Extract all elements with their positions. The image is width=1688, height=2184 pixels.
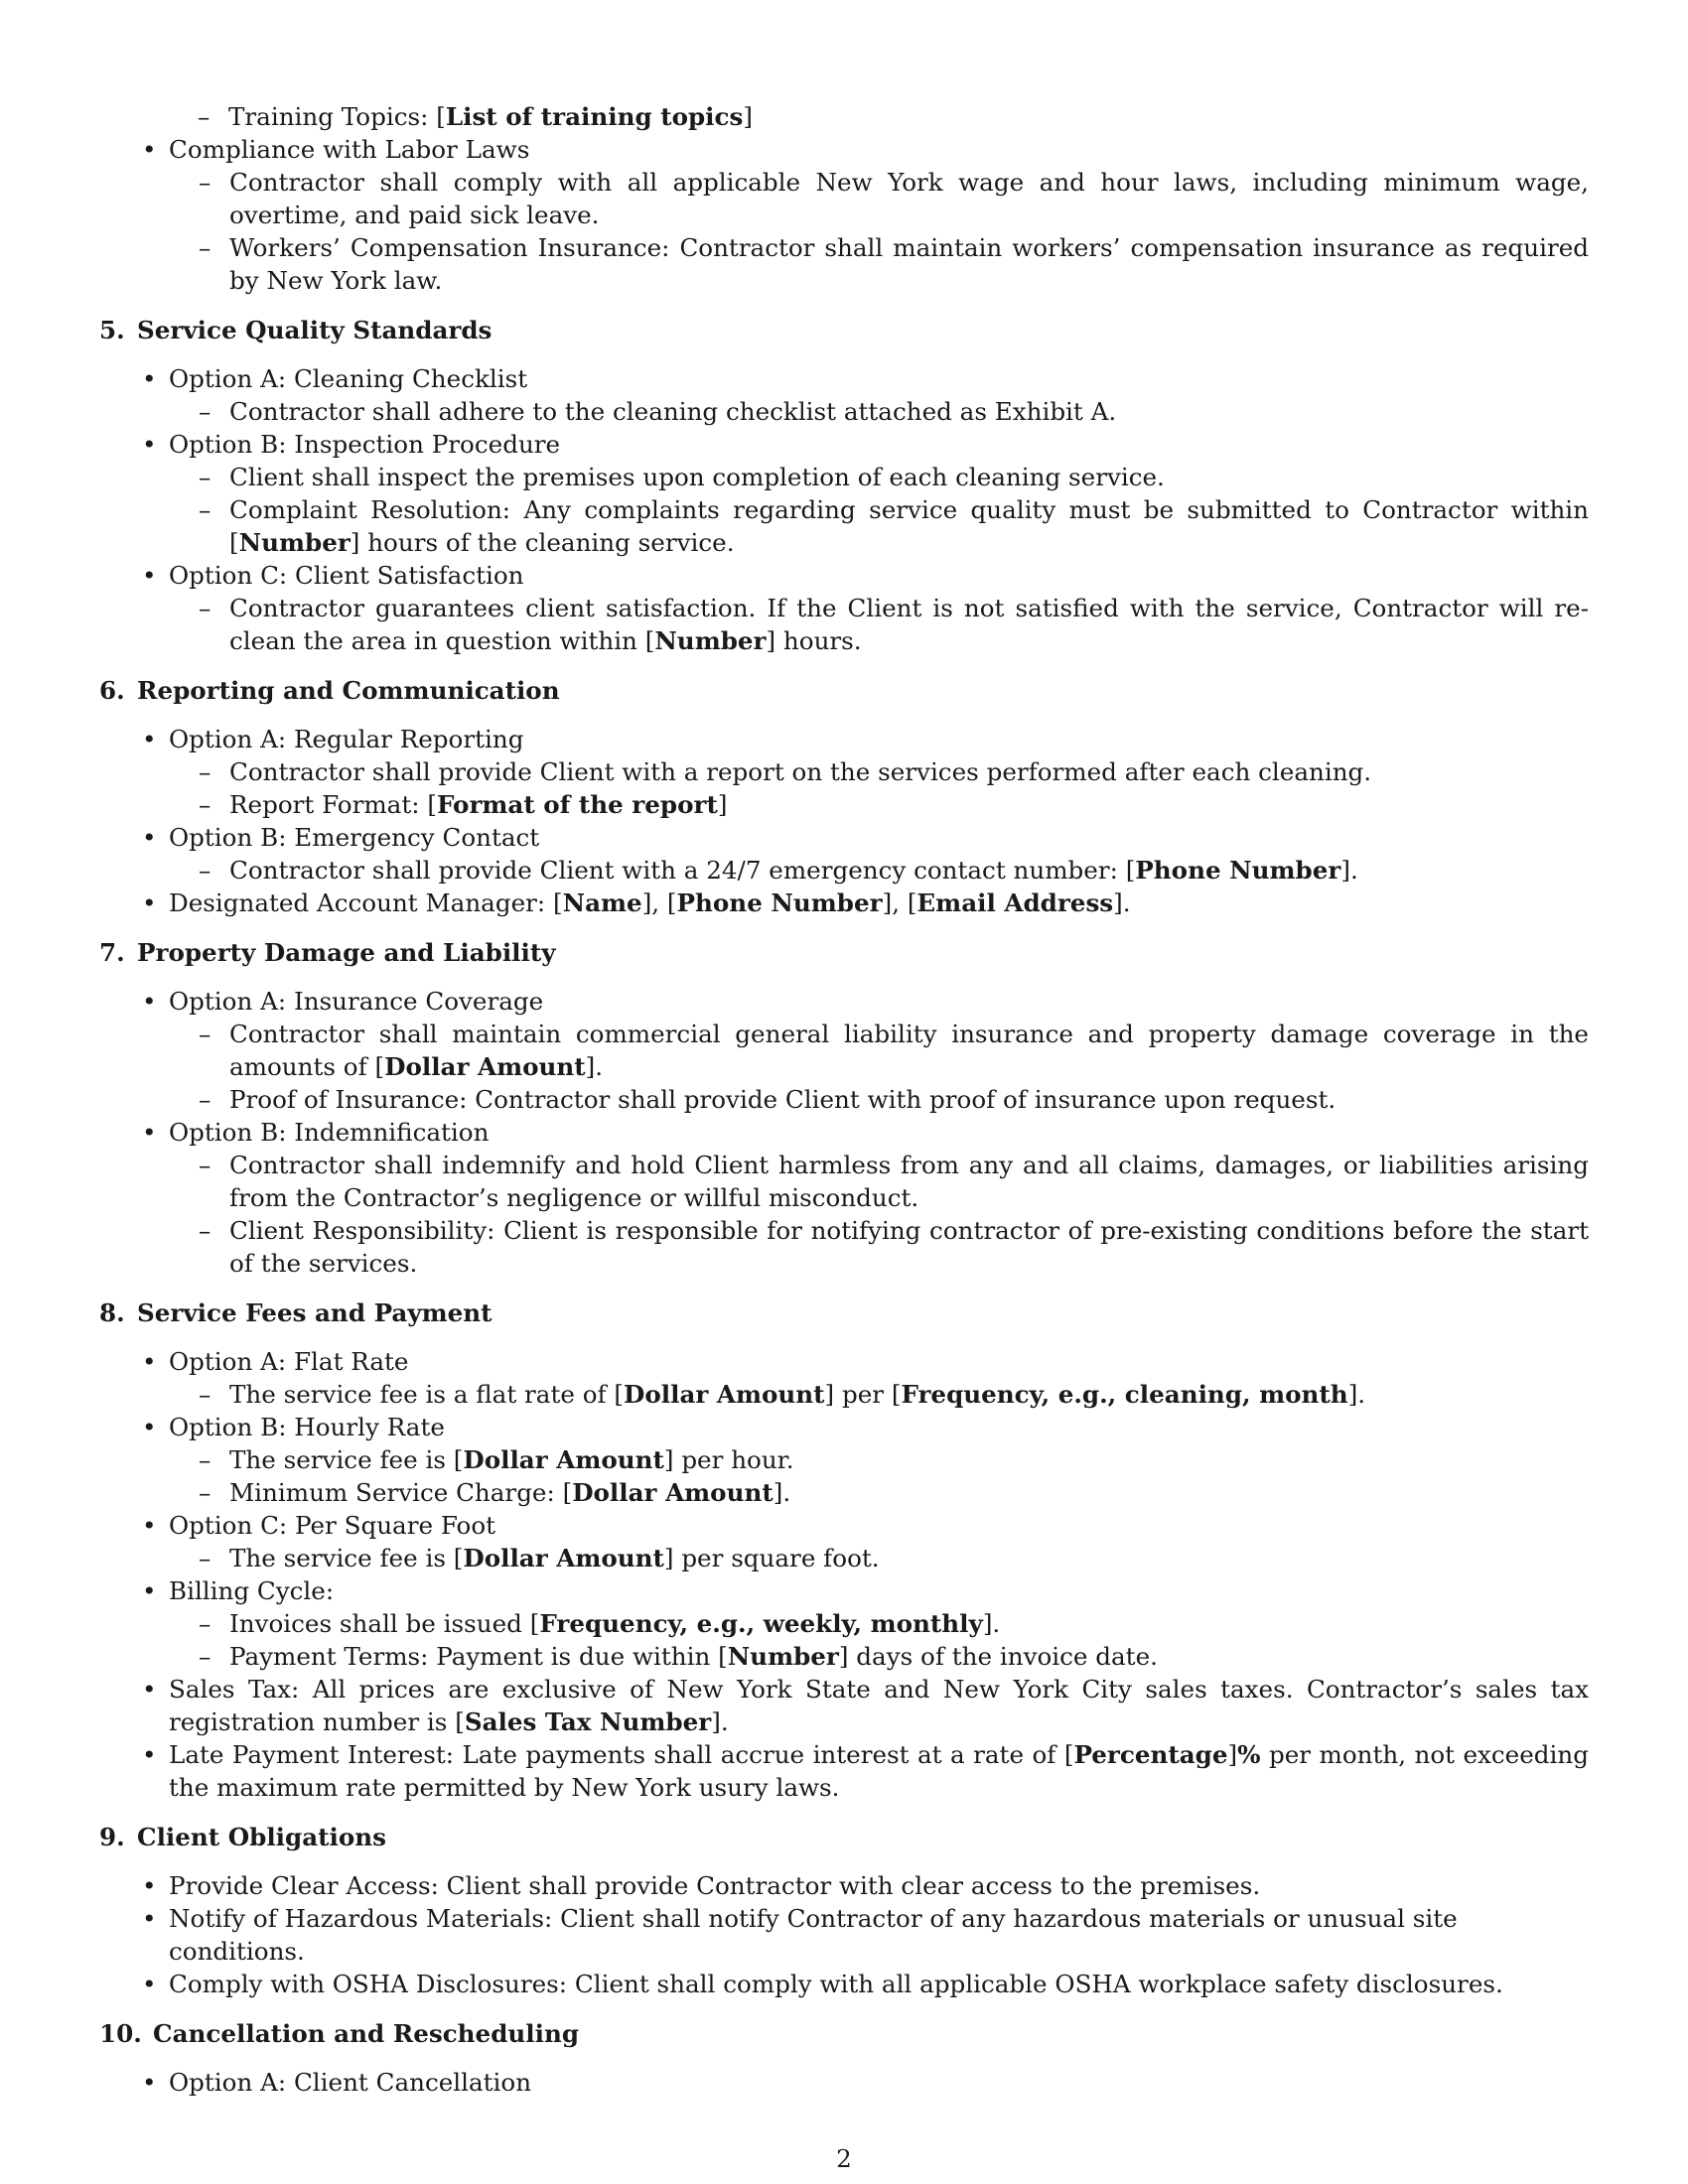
list-item: • Designated Account Manager: [Name], [Phone Number], [Email Address]. [99, 887, 1589, 919]
sub-list-item: – Workers’ Compensation Insurance: Contractor shall maintain workers’ compensation insurance as required by New York law. [169, 231, 1589, 297]
sub-list-item: – The service fee is [Dollar Amount] per hour. [169, 1443, 1589, 1476]
list-item: • Option B: Inspection Procedure – Client shall inspect the premises upon completion of each cleaning service. – Complaint Resolution: Any complaints regarding service quality must be submitted to Contractor within [Number] hours of the cleaning service. [99, 428, 1589, 559]
section-heading: 9. Client Obligations [99, 1823, 386, 1851]
sub-list-item: – Contractor shall comply with all applicable New York wage and hour laws, including minimum wage, overtime, and paid sick leave. [169, 166, 1589, 231]
list-item: • Late Payment Interest: Late payments shall accrue interest at a rate of [Percentage]% per month, not exceeding the maximum rate permitted by New York usury laws. [99, 1738, 1589, 1804]
sub-list-item: – Client shall inspect the premises upon completion of each cleaning service. [169, 461, 1589, 493]
list-item: • Option B: Hourly Rate – The service fee is [Dollar Amount] per hour. – Minimum Service Charge: [Dollar Amount]. [99, 1411, 1589, 1509]
sub-list-item: – The service fee is [Dollar Amount] per square foot. [169, 1542, 1589, 1574]
list-item: • Notify of Hazardous Materials: Client shall notify Contractor of any hazardous materials or unusual site conditions. [99, 1902, 1589, 1968]
section-service-quality [99, 314, 1589, 657]
list-item: • Compliance with Labor Laws – Contractor shall comply with all applicable New York wage and hour laws, including minimum wage, overtime, and paid sick leave. – Workers’ Compensation Insurance: Contractor shall maintain workers’ compensation insurance as required by New York law. [99, 133, 1589, 297]
list-item: • Option B: Emergency Contact – Contractor shall provide Client with a 24/7 emergency contact number: [Phone Number]. [99, 821, 1589, 887]
sub-list-item: – Report Format: [Format of the report] [169, 788, 1589, 821]
labor-list [99, 133, 1589, 297]
section-heading: 7. Property Damage and Liability [99, 938, 556, 967]
list-item: • Option A: Client Cancellation [99, 2066, 1589, 2099]
list-item: • Option A: Flat Rate – The service fee is a flat rate of [Dollar Amount] per [Frequency, e.g., cleaning, month]. [99, 1345, 1589, 1411]
list-item: • Billing Cycle: – Invoices shall be issued [Frequency, e.g., weekly, monthly]. – Payment Terms: Payment is due within [Number] days of the invoice date. [99, 1574, 1589, 1673]
sub-list-item: – Contractor shall provide Client with a report on the services performed after each cleaning. [169, 755, 1589, 788]
sub-list-item: – Client Responsibility: Client is responsible for notifying contractor of pre-existing conditions before the start of the services. [169, 1214, 1589, 1280]
section-property-damage [99, 936, 1589, 1280]
training-topics-item: – Training Topics: [List of training topics] [99, 100, 1589, 133]
training-list [99, 100, 1589, 133]
sub-list-item: – The service fee is a flat rate of [Dollar Amount] per [Frequency, e.g., cleaning, month]. [169, 1378, 1589, 1411]
sub-list-item: – Complaint Resolution: Any complaints regarding service quality must be submitted to Contractor within [Number] hours of the cleaning service. [169, 493, 1589, 559]
section-heading: 10. Cancellation and Rescheduling [99, 2019, 580, 2048]
list-item: • Comply with OSHA Disclosures: Client shall comply with all applicable OSHA workplace safety disclosures. [99, 1968, 1589, 2000]
sub-list-item: – Contractor shall maintain commercial general liability insurance and property damage coverage in the amounts of [Dollar Amount]. [169, 1018, 1589, 1083]
sub-list-item: – Contractor guarantees client satisfaction. If the Client is not satisfied with the service, Contractor will re-clean the area in question within [Number] hours. [169, 592, 1589, 657]
list-item: • Option B: Indemnification – Contractor shall indemnify and hold Client harmless from any and all claims, damages, or liabilities arising from the Contractor’s negligence or willful misconduct. – Client Responsibility: Client is responsible for notifying contractor of pre-existing conditions before the start of the services. [99, 1116, 1589, 1280]
section-heading: 5. Service Quality Standards [99, 316, 492, 344]
section-cancellation [99, 2017, 1589, 2099]
section-heading: 8. Service Fees and Payment [99, 1298, 492, 1327]
sub-list-item: – Invoices shall be issued [Frequency, e.g., weekly, monthly]. [169, 1607, 1589, 1640]
list-item: • Option A: Regular Reporting – Contractor shall provide Client with a report on the services performed after each cleaning. – Report Format: [Format of the report] [99, 723, 1589, 821]
section-heading: 6. Reporting and Communication [99, 676, 560, 705]
page-number: 2 [836, 2144, 852, 2173]
list-item: • Option C: Client Satisfaction – Contractor guarantees client satisfaction. If the Client is not satisfied with the service, Contractor will re-clean the area in question within [Number] hours. [99, 559, 1589, 657]
section-reporting [99, 674, 1589, 919]
sub-list-item: – Payment Terms: Payment is due within [Number] days of the invoice date. [169, 1640, 1589, 1673]
sub-list-item: – Contractor shall indemnify and hold Client harmless from any and all claims, damages, or liabilities arising from the Contractor’s negligence or willful misconduct. [169, 1149, 1589, 1214]
list-item: • Option A: Insurance Coverage – Contractor shall maintain commercial general liability insurance and property damage coverage in the amounts of [Dollar Amount]. – Proof of Insurance: Contractor shall provide Client with proof of insurance upon request. [99, 985, 1589, 1116]
list-item: • Option A: Cleaning Checklist – Contractor shall adhere to the cleaning checklist attached as Exhibit A. [99, 362, 1589, 428]
sub-list-item: – Contractor shall adhere to the cleaning checklist attached as Exhibit A. [169, 395, 1589, 428]
section-service-fees [99, 1297, 1589, 1804]
list-item: • Provide Clear Access: Client shall provide Contractor with clear access to the premises. [99, 1869, 1589, 1902]
list-item: • Sales Tax: All prices are exclusive of New York State and New York City sales taxes. Contractor’s sales tax registration number is [Sales Tax Number]. [99, 1673, 1589, 1738]
sub-list-item: – Contractor shall provide Client with a 24/7 emergency contact number: [Phone Number]. [169, 854, 1589, 887]
section-client-obligations [99, 1821, 1589, 2000]
sub-list-item: – Minimum Service Charge: [Dollar Amount]. [169, 1476, 1589, 1509]
page-content [99, 100, 1589, 2099]
list-item: • Option C: Per Square Foot – The service fee is [Dollar Amount] per square foot. [99, 1509, 1589, 1574]
sub-list-item: – Proof of Insurance: Contractor shall provide Client with proof of insurance upon request. [169, 1083, 1589, 1116]
